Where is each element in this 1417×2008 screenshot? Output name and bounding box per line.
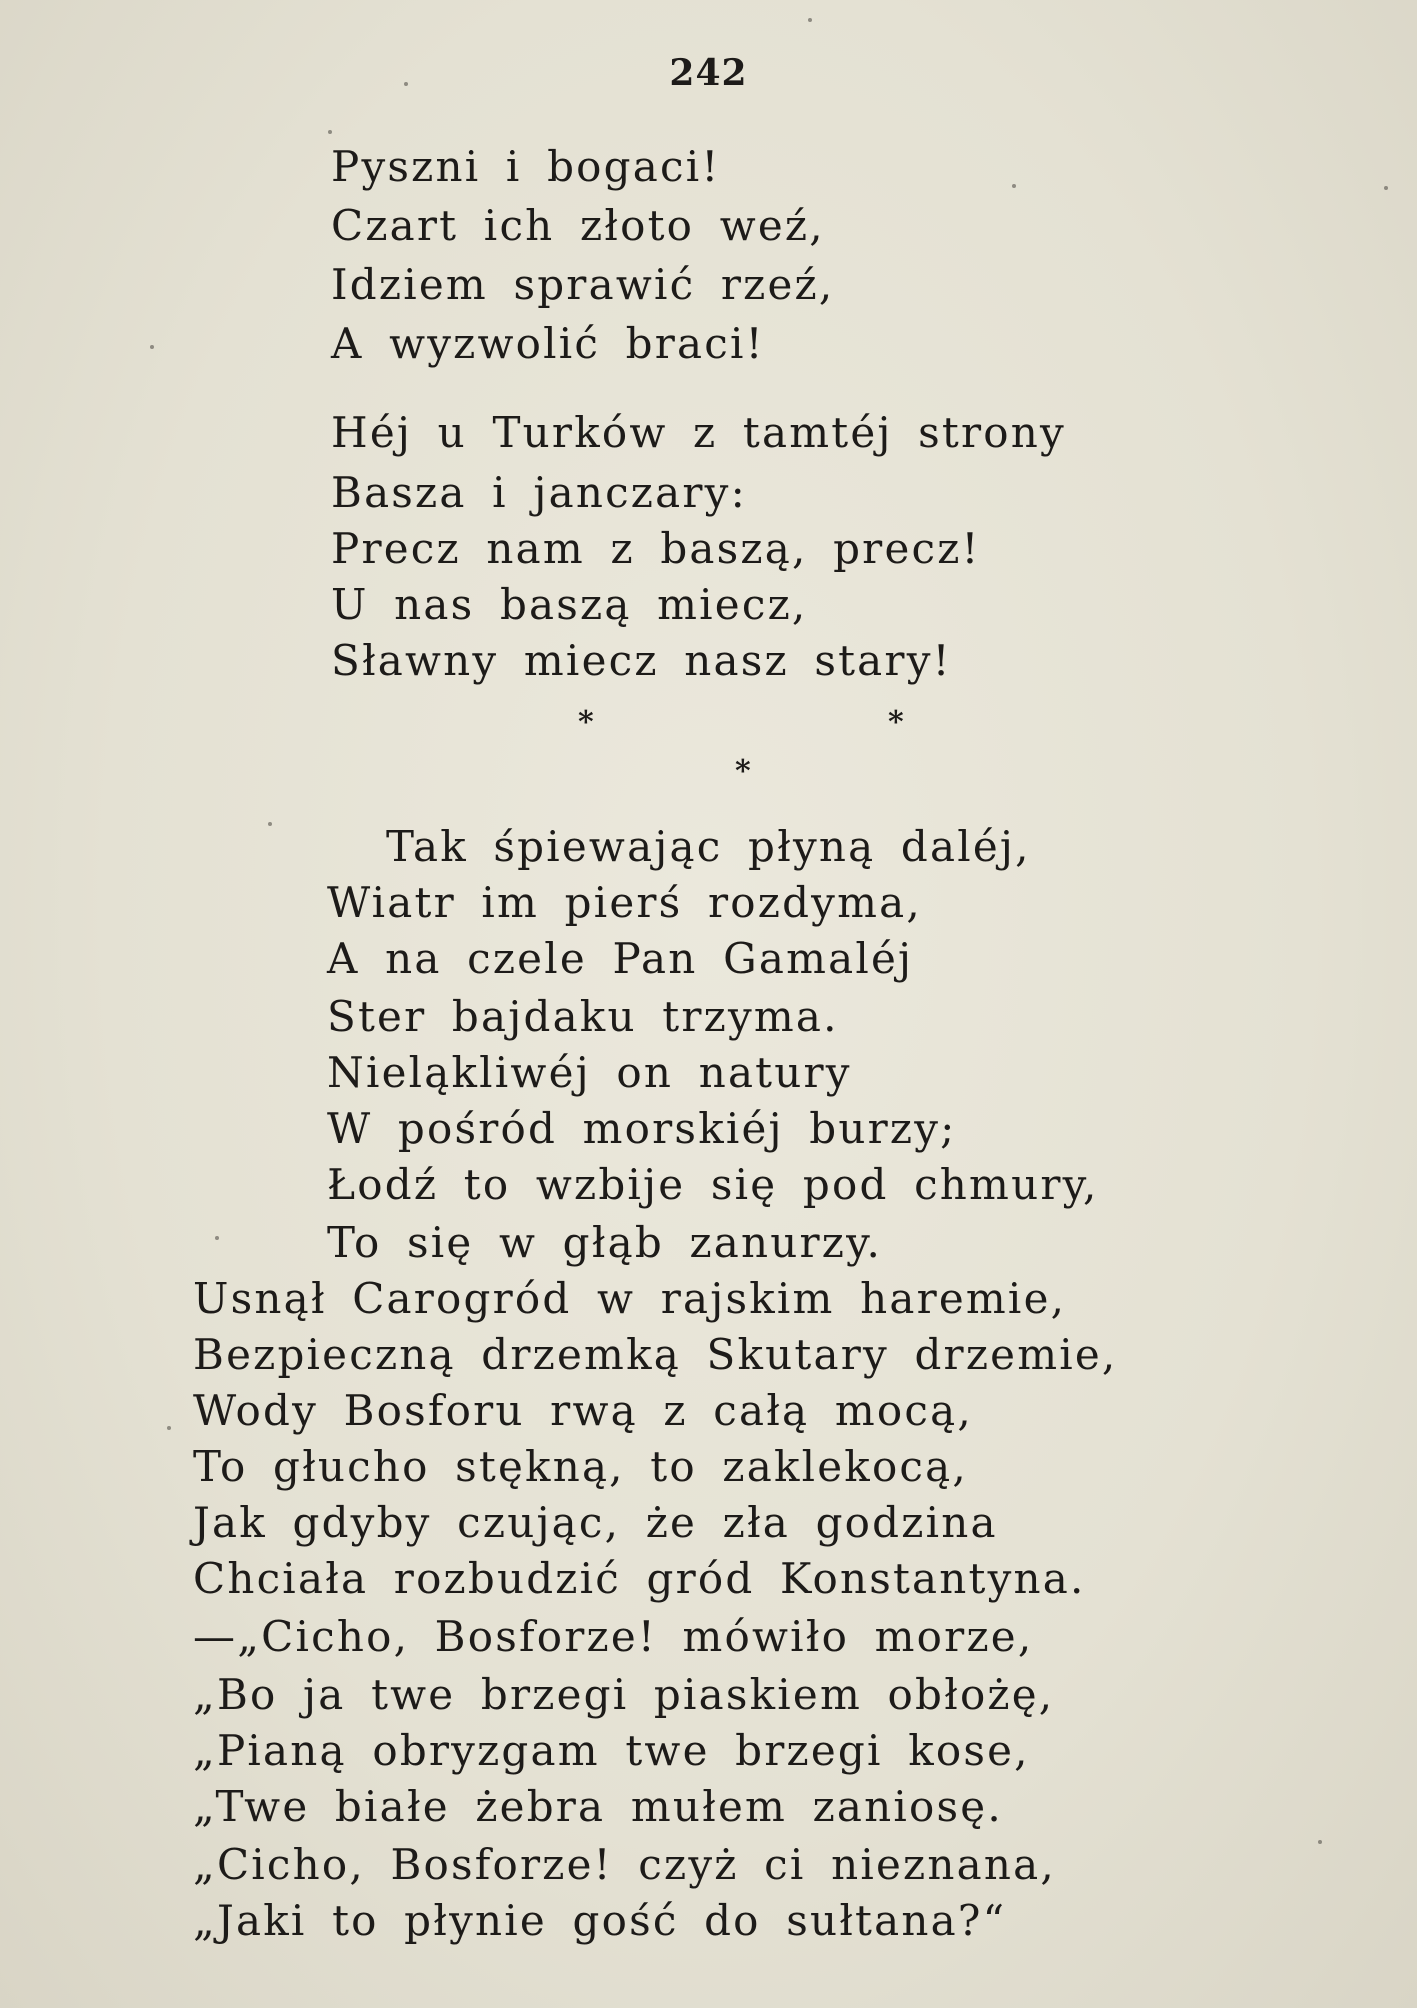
verse-line: „Bo ja twe brzegi piaskiem obłożę,: [193, 1670, 1055, 1719]
asterisk-mark: *: [888, 705, 904, 740]
paper-speck: [268, 822, 272, 826]
paper-speck: [1318, 1840, 1322, 1844]
verse-line: To się w głąb zanurzy.: [327, 1218, 883, 1267]
verse-line: W pośród morskiéj burzy;: [327, 1104, 957, 1153]
verse-line: „Jaki to płynie gość do sułtana?“: [193, 1896, 1007, 1945]
paper-speck: [328, 130, 332, 134]
verse-line: „Twe białe żebra mułem zaniosę.: [193, 1782, 1003, 1831]
verse-line: Wody Bosforu rwą z całą mocą,: [193, 1386, 973, 1435]
verse-line: Wiatr im pierś rozdyma,: [327, 878, 922, 927]
verse-line: To głucho stękną, to zaklekocą,: [193, 1442, 968, 1491]
paper-speck: [1384, 186, 1388, 190]
paper-speck: [404, 82, 408, 86]
verse-line: Tak śpiewając płyną daléj,: [386, 822, 1031, 871]
asterisk-mark: *: [735, 754, 751, 789]
paper-speck: [808, 18, 812, 22]
paper-speck: [1012, 184, 1016, 188]
verse-line: Precz nam z baszą, precz!: [331, 524, 981, 573]
page-number: 242: [669, 52, 748, 94]
verse-line: A wyzwolić braci!: [331, 319, 765, 368]
verse-line: Pyszni i bogaci!: [331, 142, 721, 191]
verse-line: „Pianą obryzgam twe brzegi kose,: [193, 1726, 1030, 1775]
verse-line: Basza i janczary:: [331, 468, 747, 517]
verse-line: Bezpieczną drzemką Skutary drzemie,: [193, 1330, 1118, 1379]
verse-line: Łodź to wzbije się pod chmury,: [327, 1160, 1099, 1209]
verse-line: Jak gdyby czując, że zła godzina: [193, 1498, 998, 1547]
verse-line: Sławny miecz nasz stary!: [331, 636, 952, 685]
paper-speck: [167, 1426, 171, 1430]
paper-speck: [150, 345, 154, 349]
verse-line: „Cicho, Bosforze! czyż ci nieznana,: [193, 1840, 1056, 1889]
verse-line: Héj u Turków z tamtéj strony: [331, 408, 1066, 457]
verse-line: —„Cicho, Bosforze! mówiło morze,: [193, 1612, 1034, 1661]
verse-line: Chciała rozbudzić gród Konstantyna.: [193, 1554, 1086, 1603]
verse-line: Ster bajdaku trzyma.: [327, 992, 839, 1041]
verse-line: A na czele Pan Gamaléj: [327, 934, 914, 983]
asterisk-mark: *: [578, 705, 594, 740]
verse-line: Czart ich złoto weź,: [331, 201, 825, 250]
verse-line: Idziem sprawić rzeź,: [331, 260, 835, 309]
verse-line: U nas baszą miecz,: [331, 580, 808, 629]
verse-line: Nieląkliwéj on natury: [327, 1048, 852, 1097]
paper-speck: [215, 1236, 219, 1240]
verse-line: Usnął Carogród w rajskim haremie,: [193, 1274, 1067, 1323]
